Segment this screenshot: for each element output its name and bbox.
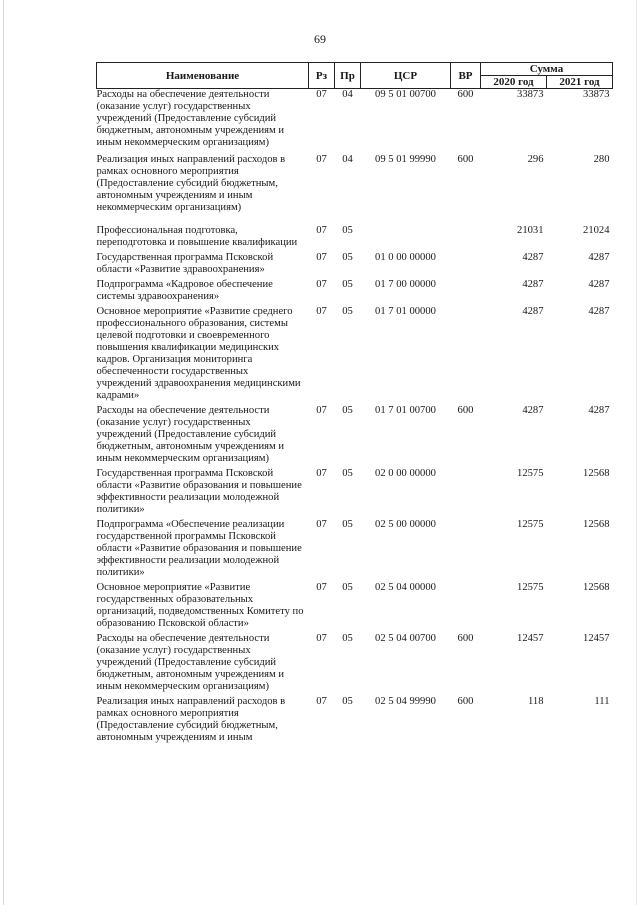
budget-table (96, 62, 613, 744)
row-sum-2021: 4287 (588, 279, 610, 290)
table-row (97, 214, 613, 249)
row-csr: 01 7 00 00000 (375, 279, 436, 290)
table-row (97, 516, 613, 579)
table-row (97, 579, 613, 630)
row-pr: 05 (342, 252, 353, 263)
table-row (97, 303, 613, 402)
row-sum-2020: 4287 (522, 405, 544, 416)
scan-left-margin-line (3, 0, 4, 905)
row-pr: 05 (342, 696, 353, 707)
row-vr: 600 (457, 154, 474, 165)
row-name: Государственная программа Псковской области «Развитие образования и повышение эффективности реализации молодежной политики» (96, 468, 302, 515)
row-sum-2021: 12568 (583, 468, 610, 479)
row-vr: 600 (457, 633, 474, 644)
table-row (97, 249, 613, 276)
row-name: Подпрограмма «Обеспечение реализации государственной программы Псковской области «Развитие образования и повышение эффективности реализации молодежной политики» (96, 519, 302, 578)
row-sum-2020: 296 (527, 154, 544, 165)
row-csr: 01 0 00 00000 (375, 252, 436, 263)
row-sum-2020: 12575 (517, 582, 544, 593)
row-sum-2020: 12575 (517, 468, 544, 479)
row-name: Подпрограмма «Кадровое обеспечение системы здравоохранения» (96, 279, 273, 302)
row-pr: 05 (342, 633, 353, 644)
row-sum-2020: 118 (528, 696, 544, 707)
row-rz: 07 (316, 696, 327, 707)
row-name: Расходы на обеспечение деятельности (оказание услуг) государственных учреждений (Предоставление субсидий бюджетным, автономным учреждениям и иным некоммерческим организациям) (96, 633, 285, 692)
row-pr: 05 (342, 225, 353, 236)
row-sum-2021: 12568 (583, 582, 610, 593)
row-vr (451, 214, 481, 249)
row-csr: 09 5 01 99990 (375, 154, 436, 165)
row-sum-2021: 4287 (588, 252, 610, 263)
row-csr: 01 7 01 00700 (375, 405, 436, 416)
row-sum-2021: 111 (594, 696, 610, 707)
row-csr: 02 5 04 00700 (375, 633, 436, 644)
row-sum-2020: 4287 (522, 306, 544, 317)
row-sum-2020: 12457 (517, 633, 544, 644)
row-sum-2021: 4287 (588, 405, 610, 416)
header-rz: Рз (309, 63, 335, 89)
row-name: Основное мероприятие «Развитие государственных образовательных организаций, подведомственных Комитету по образованию Псковской области» (96, 582, 304, 629)
row-csr: 09 5 01 00700 (375, 89, 436, 100)
row-vr (451, 465, 481, 516)
row-vr (451, 516, 481, 579)
row-pr: 04 (342, 89, 353, 100)
row-name: Расходы на обеспечение деятельности (оказание услуг) государственных учреждений (Предоставление субсидий бюджетным, автономным учреждениям и иным некоммерческим организациям) (96, 405, 285, 464)
row-sum-2021: 33873 (583, 89, 610, 100)
row-name: Профессиональная подготовка, переподготовка и повышение квалификации (96, 225, 298, 248)
row-csr: 02 5 04 99990 (375, 696, 436, 707)
row-pr: 05 (342, 468, 353, 479)
table-row (97, 402, 613, 465)
table-header (97, 63, 613, 89)
table-body (97, 89, 613, 745)
row-name: Расходы на обеспечение деятельности (оказание услуг) государственных учреждений (Предоставление субсидий бюджетным, автономным учреждениям и иным некоммерческим организациям) (96, 89, 285, 148)
row-pr: 04 (342, 154, 353, 165)
row-vr (451, 276, 481, 303)
row-csr: 01 7 01 00000 (375, 306, 436, 317)
row-rz: 07 (316, 633, 327, 644)
page-number: 69 (314, 32, 326, 46)
row-rz: 07 (316, 252, 327, 263)
row-rz: 07 (316, 468, 327, 479)
header-summa: Сумма (481, 63, 613, 76)
row-vr (451, 249, 481, 276)
row-name: Реализация иных направлений расходов в рамках основного мероприятия (Предоставление субсидий бюджетным, автономным учреждениям и иным (96, 696, 286, 743)
row-sum-2021: 12457 (583, 633, 610, 644)
header-csr: ЦСР (361, 63, 451, 89)
header-year-2020: 2020 год (481, 76, 547, 89)
row-rz: 07 (316, 225, 327, 236)
table-row (97, 276, 613, 303)
row-name: Основное мероприятие «Развитие среднего профессионального образования, системы целевой подготовки и своевременного повышения квалификации медицинских кадров. Организация мониторинга обеспеченности государственных учреждений здравоохранения медицинскими кадрами» (96, 306, 301, 401)
row-name: Государственная программа Псковской области «Развитие здравоохранения» (96, 252, 274, 275)
header-year-2021: 2021 год (547, 76, 613, 89)
row-csr: 02 0 00 00000 (375, 468, 436, 479)
row-name: Реализация иных направлений расходов в рамках основного мероприятия (Предоставление субсидий бюджетным, автономным учреждениям и иным некоммерческим организациям) (96, 154, 286, 213)
row-sum-2021: 280 (593, 154, 610, 165)
row-rz: 07 (316, 582, 327, 593)
row-pr: 05 (342, 279, 353, 290)
header-vr: ВР (451, 63, 481, 89)
row-sum-2020: 12575 (517, 519, 544, 530)
table-row (97, 89, 613, 150)
row-rz: 07 (316, 279, 327, 290)
row-vr: 600 (457, 696, 474, 707)
row-rz: 07 (316, 89, 327, 100)
row-vr (451, 579, 481, 630)
table-row (97, 630, 613, 693)
row-pr: 05 (342, 519, 353, 530)
table-row (97, 465, 613, 516)
row-csr: 02 5 04 00000 (375, 582, 436, 593)
row-pr: 05 (342, 582, 353, 593)
row-sum-2020: 4287 (522, 279, 544, 290)
header-name: Наименование (97, 63, 309, 89)
row-csr (361, 214, 451, 249)
row-rz: 07 (316, 519, 327, 530)
row-sum-2021: 12568 (583, 519, 610, 530)
row-sum-2020: 4287 (522, 252, 544, 263)
row-sum-2021: 4287 (588, 306, 610, 317)
table-row (97, 149, 613, 214)
row-rz: 07 (316, 306, 327, 317)
row-rz: 07 (316, 405, 327, 416)
scan-right-margin-line (636, 0, 637, 905)
table-row (97, 693, 613, 744)
row-vr: 600 (457, 405, 474, 416)
header-pr: Пр (335, 63, 361, 89)
row-sum-2020: 21031 (517, 225, 544, 236)
row-vr: 600 (457, 89, 474, 100)
row-csr: 02 5 00 00000 (375, 519, 436, 530)
row-sum-2021: 21024 (583, 225, 610, 236)
row-pr: 05 (342, 306, 353, 317)
row-sum-2020: 33873 (517, 89, 544, 100)
row-vr (451, 303, 481, 402)
row-pr: 05 (342, 405, 353, 416)
row-rz: 07 (316, 154, 327, 165)
